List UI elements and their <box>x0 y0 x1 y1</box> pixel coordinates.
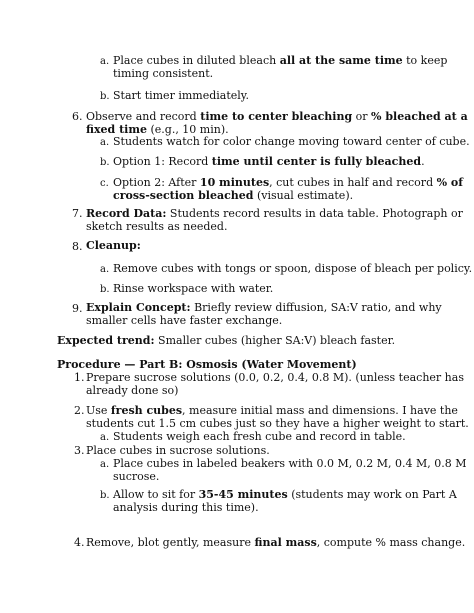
step6-c-letter: c. <box>100 178 109 189</box>
step8-a-text: Remove cubes with tongs or spoon, dispose of bleach per policy. <box>113 262 473 275</box>
step5-a-letter: a. <box>100 56 110 67</box>
step7-text-line2: sketch results as needed. <box>86 220 228 233</box>
partb-step2-a-text: Students weigh each fresh cube and record in table. <box>113 430 406 443</box>
partb-step3-b-text: Allow to sit for 35-45 minutes (students may work on Part A <box>113 488 457 501</box>
partb-step4-number: 4. <box>74 536 85 549</box>
step5-b-letter: b. <box>100 91 110 102</box>
step6-text: Observe and record time to center bleaching or % bleached at a <box>86 110 468 123</box>
partb-step3-a-text-line2: sucrose. <box>113 470 160 483</box>
partb-step1-text: Prepare sucrose solutions (0.0, 0.2, 0.4, 0.8 M). (unless teacher has <box>86 371 464 384</box>
part-b-heading: Procedure — Part B: Osmosis (Water Movement) <box>57 358 357 371</box>
step9-text-line2: smaller cells have faster exchange. <box>86 314 283 327</box>
step8-a-letter: a. <box>100 264 110 275</box>
partb-step2-text-line2: students cut 1.5 cm cubes just so they have a higher weight to start. <box>86 417 469 430</box>
step8-number: 8. <box>72 240 83 253</box>
step7-number: 7. <box>72 207 83 220</box>
step6-a-text: Students watch for color change moving toward center of cube. <box>113 135 470 148</box>
step5-a-text: Place cubes in diluted bleach all at the same time to keep <box>113 54 448 67</box>
expected-trend: Expected trend: Smaller cubes (higher SA:V) bleach faster. <box>57 334 396 347</box>
step6-c-text-line2: cross-section bleached (visual estimate). <box>113 189 354 202</box>
step7-text: Record Data: Students record results in data table. Photograph or <box>86 207 463 220</box>
partb-step3-text: Place cubes in sucrose solutions. <box>86 444 270 457</box>
partb-step3-a-text: Place cubes in labeled beakers with 0.0 M, 0.2 M, 0.4 M, 0.8 M <box>113 457 467 470</box>
partb-step3-a-letter: a. <box>100 459 110 470</box>
partb-step2-number: 2. <box>74 404 85 417</box>
step8-b-text: Rinse workspace with water. <box>113 282 274 295</box>
step8-b-letter: b. <box>100 284 110 295</box>
partb-step3-number: 3. <box>74 444 85 457</box>
step6-b-letter: b. <box>100 157 110 168</box>
step5-b-text: Start timer immediately. <box>113 89 250 102</box>
partb-step1-number: 1. <box>74 371 85 384</box>
step9-text: Explain Concept: Briefly review diffusion, SA:V ratio, and why <box>86 301 442 314</box>
partb-step4-text: Remove, blot gently, measure final mass, compute % mass change. <box>86 536 466 549</box>
partb-step1-text-line2: already done so) <box>86 384 179 397</box>
partb-step2-a-letter: a. <box>100 432 110 443</box>
partb-step3-b-text-line2: analysis during this time). <box>113 501 259 514</box>
step9-number: 9. <box>72 302 83 315</box>
partb-step2-text: Use fresh cubes, measure initial mass and dimensions. I have the <box>86 404 458 417</box>
step6-text-line2: fixed time (e.g., 10 min). <box>86 123 229 136</box>
step6-c-text: Option 2: After 10 minutes, cut cubes in half and record % of <box>113 176 463 189</box>
step5-a-text-line2: timing consistent. <box>113 67 214 80</box>
step6-b-text: Option 1: Record time until center is fully bleached. <box>113 155 425 168</box>
partb-step3-b-letter: b. <box>100 490 110 501</box>
step6-number: 6. <box>72 110 83 123</box>
step8-label: Cleanup: <box>86 239 141 252</box>
step6-a-letter: a. <box>100 137 110 148</box>
